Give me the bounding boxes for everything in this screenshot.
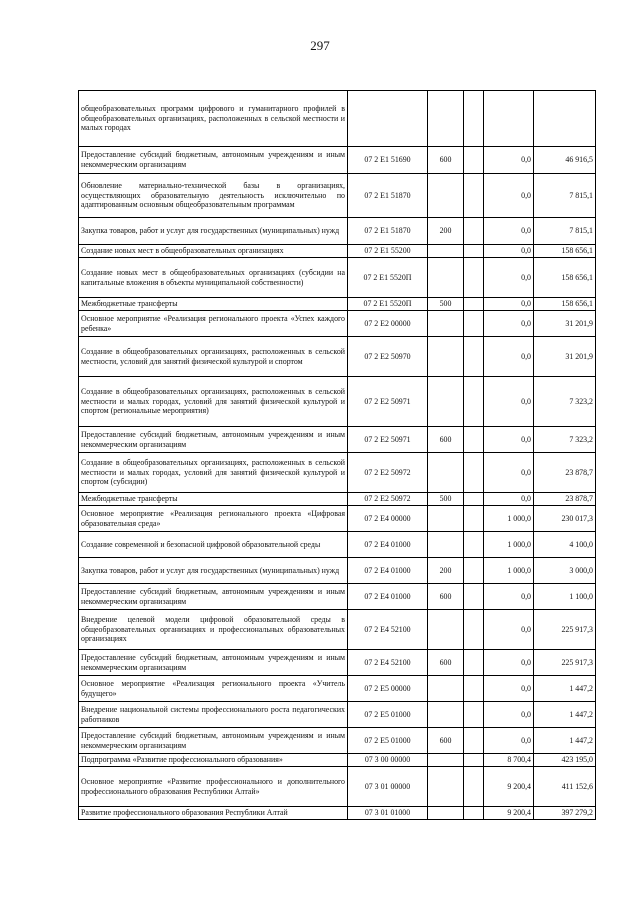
table-row xyxy=(79,147,596,174)
cell-name: Создание современной и безопасной цифровой образовательной среды xyxy=(79,532,348,558)
table-row xyxy=(79,584,596,610)
cell-c: 7 815,1 xyxy=(534,218,596,245)
cell-name: Предоставление субсидий бюджетным, автономным учреждениям и иным некоммерческим организациям xyxy=(79,147,348,174)
cell-b: 0,0 xyxy=(484,650,534,676)
cell-vr xyxy=(428,676,464,702)
table-row xyxy=(79,427,596,453)
cell-name: Межбюджетные трансферты xyxy=(79,493,348,506)
table-row xyxy=(79,218,596,245)
cell-b: 9 200,4 xyxy=(484,767,534,807)
cell-c: 225 917,3 xyxy=(534,650,596,676)
cell-b: 0,0 xyxy=(484,218,534,245)
table-row xyxy=(79,493,596,506)
cell-a xyxy=(464,298,484,311)
cell-b: 1 000,0 xyxy=(484,558,534,584)
cell-b: 0,0 xyxy=(484,174,534,218)
cell-a xyxy=(464,767,484,807)
cell-b: 9 200,4 xyxy=(484,807,534,820)
cell-code: 07 2 E2 50971 xyxy=(348,427,428,453)
cell-vr xyxy=(428,91,464,147)
cell-b: 0,0 xyxy=(484,337,534,377)
cell-name: Обновление материально-технической базы в организациях, осуществляющих образовательную деятельность исключительно по адаптированным основным общеобразовательным программам xyxy=(79,174,348,218)
cell-a xyxy=(464,610,484,650)
cell-a xyxy=(464,377,484,427)
cell-a xyxy=(464,558,484,584)
cell-b: 0,0 xyxy=(484,493,534,506)
cell-c: 158 656,1 xyxy=(534,298,596,311)
cell-code xyxy=(348,91,428,147)
cell-vr xyxy=(428,807,464,820)
cell-a xyxy=(464,427,484,453)
table-row xyxy=(79,610,596,650)
cell-a xyxy=(464,807,484,820)
cell-b: 0,0 xyxy=(484,728,534,754)
table-row xyxy=(79,298,596,311)
cell-vr xyxy=(428,258,464,298)
cell-code: 07 2 E2 50972 xyxy=(348,493,428,506)
cell-code: 07 2 E5 01000 xyxy=(348,702,428,728)
table-row xyxy=(79,258,596,298)
cell-vr xyxy=(428,610,464,650)
table-body xyxy=(79,91,596,820)
cell-name: Предоставление субсидий бюджетным, автономным учреждениям и иным некоммерческим организациям xyxy=(79,584,348,610)
cell-c: 423 195,0 xyxy=(534,754,596,767)
cell-c: 7 323,2 xyxy=(534,377,596,427)
cell-b: 1 000,0 xyxy=(484,532,534,558)
cell-b: 0,0 xyxy=(484,245,534,258)
cell-code: 07 2 E2 00000 xyxy=(348,311,428,337)
cell-b: 1 000,0 xyxy=(484,506,534,532)
cell-c: 3 000,0 xyxy=(534,558,596,584)
cell-b: 0,0 xyxy=(484,427,534,453)
cell-vr: 500 xyxy=(428,298,464,311)
cell-vr: 600 xyxy=(428,650,464,676)
cell-a xyxy=(464,532,484,558)
page-number: 297 xyxy=(310,38,330,53)
cell-vr: 600 xyxy=(428,584,464,610)
cell-a xyxy=(464,506,484,532)
cell-code: 07 2 E4 01000 xyxy=(348,558,428,584)
table-row xyxy=(79,754,596,767)
budget-table xyxy=(78,90,596,820)
cell-code: 07 2 E1 51690 xyxy=(348,147,428,174)
cell-c: 225 917,3 xyxy=(534,610,596,650)
cell-b: 0,0 xyxy=(484,453,534,493)
cell-name: Подпрограмма «Развитие профессионального образования» xyxy=(79,754,348,767)
cell-b: 0,0 xyxy=(484,147,534,174)
cell-vr xyxy=(428,702,464,728)
cell-code: 07 2 E4 52100 xyxy=(348,610,428,650)
table-row xyxy=(79,676,596,702)
cell-name: Основное мероприятие «Реализация регионального проекта «Учитель будущего» xyxy=(79,676,348,702)
cell-vr xyxy=(428,377,464,427)
cell-vr xyxy=(428,337,464,377)
cell-code: 07 2 E4 52100 xyxy=(348,650,428,676)
cell-a xyxy=(464,676,484,702)
cell-b: 0,0 xyxy=(484,676,534,702)
cell-code: 07 2 E1 51870 xyxy=(348,174,428,218)
cell-vr xyxy=(428,754,464,767)
cell-b: 0,0 xyxy=(484,584,534,610)
cell-name: Межбюджетные трансферты xyxy=(79,298,348,311)
table-row xyxy=(79,767,596,807)
table-row xyxy=(79,453,596,493)
cell-vr: 200 xyxy=(428,218,464,245)
cell-vr xyxy=(428,245,464,258)
cell-name: Внедрение целевой модели цифровой образовательной среды в общеобразовательных организациях и профессиональных образовательных организациях xyxy=(79,610,348,650)
cell-a xyxy=(464,91,484,147)
cell-a xyxy=(464,258,484,298)
cell-a xyxy=(464,493,484,506)
table-row xyxy=(79,532,596,558)
cell-a xyxy=(464,218,484,245)
cell-vr xyxy=(428,506,464,532)
cell-name: Закупка товаров, работ и услуг для государственных (муниципальных) нужд xyxy=(79,558,348,584)
cell-a xyxy=(464,702,484,728)
table-row xyxy=(79,728,596,754)
cell-b: 0,0 xyxy=(484,377,534,427)
table-row xyxy=(79,558,596,584)
cell-vr: 600 xyxy=(428,728,464,754)
cell-b: 0,0 xyxy=(484,702,534,728)
cell-name: Создание в общеобразовательных организациях, расположенных в сельской местности, условий для занятий физической культурой и спортом xyxy=(79,337,348,377)
cell-c: 1 447,2 xyxy=(534,728,596,754)
cell-name: Создание в общеобразовательных организациях, расположенных в сельской местности и малых городах, условий для занятий физической культурой и спортом (субсидии) xyxy=(79,453,348,493)
cell-c: 1 100,0 xyxy=(534,584,596,610)
cell-vr: 600 xyxy=(428,427,464,453)
cell-c: 1 447,2 xyxy=(534,702,596,728)
cell-name: Создание новых мест в общеобразовательных организациях (субсидии на капитальные вложения в объекты муниципальной собственности) xyxy=(79,258,348,298)
cell-name: Закупка товаров, работ и услуг для государственных (муниципальных) нужд xyxy=(79,218,348,245)
cell-code: 07 3 01 00000 xyxy=(348,767,428,807)
cell-c: 158 656,1 xyxy=(534,245,596,258)
cell-name: Создание в общеобразовательных организациях, расположенных в сельской местности и малых городах, условий для занятий физической культурой и спортом (региональные мероприятия) xyxy=(79,377,348,427)
cell-c: 23 878,7 xyxy=(534,493,596,506)
cell-b: 8 700,4 xyxy=(484,754,534,767)
cell-code: 07 2 E1 5520П xyxy=(348,298,428,311)
cell-vr xyxy=(428,311,464,337)
cell-c: 7 323,2 xyxy=(534,427,596,453)
table-row xyxy=(79,174,596,218)
cell-b: 0,0 xyxy=(484,258,534,298)
cell-vr xyxy=(428,174,464,218)
table-row xyxy=(79,337,596,377)
cell-name: Основное мероприятие «Реализация регионального проекта «Цифровая образовательная среда» xyxy=(79,506,348,532)
cell-code: 07 2 E1 51870 xyxy=(348,218,428,245)
cell-name: Создание новых мест в общеобразовательных организациях xyxy=(79,245,348,258)
cell-a xyxy=(464,337,484,377)
cell-c: 31 201,9 xyxy=(534,337,596,377)
cell-code: 07 3 01 01000 xyxy=(348,807,428,820)
table-row xyxy=(79,311,596,337)
cell-a xyxy=(464,584,484,610)
cell-vr: 200 xyxy=(428,558,464,584)
cell-code: 07 2 E4 01000 xyxy=(348,532,428,558)
cell-vr xyxy=(428,453,464,493)
cell-name: Развитие профессионального образования Республики Алтай xyxy=(79,807,348,820)
cell-b: 0,0 xyxy=(484,311,534,337)
table-row xyxy=(79,377,596,427)
cell-a xyxy=(464,147,484,174)
cell-c: 7 815,1 xyxy=(534,174,596,218)
cell-name: Предоставление субсидий бюджетным, автономным учреждениям и иным некоммерческим организациям xyxy=(79,728,348,754)
cell-vr: 500 xyxy=(428,493,464,506)
cell-c: 397 279,2 xyxy=(534,807,596,820)
cell-name: Предоставление субсидий бюджетным, автономным учреждениям и иным некоммерческим организациям xyxy=(79,650,348,676)
cell-b: 0,0 xyxy=(484,610,534,650)
table-row xyxy=(79,702,596,728)
cell-code: 07 2 E2 50971 xyxy=(348,377,428,427)
cell-c: 31 201,9 xyxy=(534,311,596,337)
cell-c: 158 656,1 xyxy=(534,258,596,298)
cell-code: 07 2 E5 01000 xyxy=(348,728,428,754)
cell-vr xyxy=(428,532,464,558)
cell-b: 0,0 xyxy=(484,298,534,311)
cell-b xyxy=(484,91,534,147)
cell-c: 411 152,6 xyxy=(534,767,596,807)
cell-name: Основное мероприятие «Реализация регионального проекта «Успех каждого ребенка» xyxy=(79,311,348,337)
table-row xyxy=(79,807,596,820)
cell-code: 07 2 E4 00000 xyxy=(348,506,428,532)
cell-name: Внедрение национальной системы профессионального роста педагогических работников xyxy=(79,702,348,728)
cell-code: 07 2 E5 00000 xyxy=(348,676,428,702)
cell-name: Предоставление субсидий бюджетным, автономным учреждениям и иным некоммерческим организациям xyxy=(79,427,348,453)
cell-code: 07 2 E2 50970 xyxy=(348,337,428,377)
cell-c: 4 100,0 xyxy=(534,532,596,558)
cell-a xyxy=(464,754,484,767)
cell-a xyxy=(464,311,484,337)
table-row xyxy=(79,650,596,676)
cell-c: 46 916,5 xyxy=(534,147,596,174)
cell-c: 1 447,2 xyxy=(534,676,596,702)
cell-vr xyxy=(428,767,464,807)
table-row xyxy=(79,506,596,532)
cell-code: 07 2 E1 5520П xyxy=(348,258,428,298)
cell-a xyxy=(464,650,484,676)
cell-c xyxy=(534,91,596,147)
cell-code: 07 3 00 00000 xyxy=(348,754,428,767)
cell-name: общеобразовательных программ цифрового и гуманитарного профилей в общеобразовательных организациях, расположенных в сельской местности и малых городах xyxy=(79,91,348,147)
cell-name: Основное мероприятие «Развитие профессионального и дополнительного профессионального образования Республики Алтай» xyxy=(79,767,348,807)
cell-a xyxy=(464,245,484,258)
cell-code: 07 2 E1 55200 xyxy=(348,245,428,258)
cell-c: 23 878,7 xyxy=(534,453,596,493)
cell-vr: 600 xyxy=(428,147,464,174)
cell-c: 230 017,3 xyxy=(534,506,596,532)
table-row xyxy=(79,245,596,258)
cell-a xyxy=(464,728,484,754)
cell-a xyxy=(464,453,484,493)
table-row xyxy=(79,91,596,147)
cell-code: 07 2 E4 01000 xyxy=(348,584,428,610)
cell-code: 07 2 E2 50972 xyxy=(348,453,428,493)
cell-a xyxy=(464,174,484,218)
